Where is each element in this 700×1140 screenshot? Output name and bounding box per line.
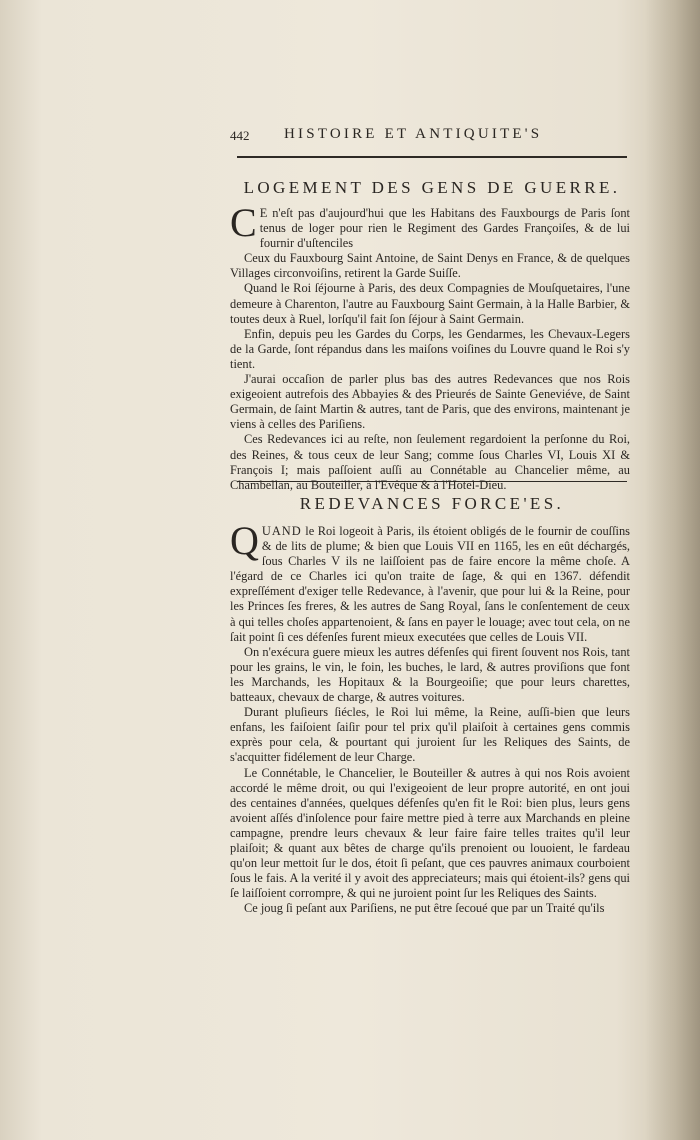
drop-cap: Q <box>230 518 259 563</box>
paragraph-text: E n'eſt pas d'aujourd'hui que les Habitans des Fauxbourgs de Paris ſont tenus de loger pour rien le Regiment des Gardes Françoiſes, & de lui fournir d'uſtenciles <box>259 206 630 251</box>
lead-word: UAND <box>261 524 302 538</box>
paragraph <box>230 200 630 251</box>
running-head <box>230 126 630 148</box>
paragraph: J'aurai occaſion de parler plus bas des autres Redevances que nos Rois exigeoient autrefois des Abbayies & des Prieurés de Sainte Geneviéve, de Saint Germain, de ſaint Martin & autres, tant de Paris, que des environs, maintenant je viens à celles des Pariſiens. <box>230 372 630 432</box>
header-rule <box>237 156 627 158</box>
paragraph: Enfin, depuis peu les Gardes du Corps, les Gendarmes, les Chevaux-Legers de la Garde, ſont répandus dans les maiſons voiſines du Louvre quand le Roi s'y tient. <box>230 326 630 371</box>
page-gutter-shadow <box>645 0 700 1140</box>
drop-cap: C <box>230 200 257 245</box>
section-rule <box>237 481 627 482</box>
section-body-redevances <box>230 518 630 916</box>
paragraph: Ces Redevances ici au reſte, non ſeulement regardoient la perſonne du Roi, des Reines, & tous ceux de leur Sang; comme ſous Charles VI, Louis XI & François I; mais paſſoient auſſi au Connétable au Chancelier même, au Chambellan, au Bouteiller, à l'Evêque & à l'Hotel-Dieu. <box>230 432 630 492</box>
paragraph: Quand le Roi ſéjourne à Paris, des deux Compagnies de Mouſquetaires, l'une demeure à Charenton, l'autre au Fauxbourg Saint Germain, à la Halle Barbier, & toutes deux à Ruel, lorſqu'il fait ſon ſéjour à Saint Germain. <box>230 281 630 326</box>
paragraph: Le Connétable, le Chancelier, le Bouteiller & autres à qui nos Rois avoient accordé le même droit, ou qui l'exigeoient de leur propre autorité, en ont joui des centaines d'années, quelques défenſes qu'en fit le Roi: bien plus, leurs gens avoient aſſés d'inſolence pour faire mettre pied à terre aux Marchands en pleine campagne, prendre leurs chevaux & leur faire faire telles traites qu'il leur plaiſoit; & quant aux bêtes de charge qu'ils prenoient ou louoient, le fardeau qu'on leur mettoit ſur le dos, étoit ſi peſant, que ces pauvres animaux courboient ſous le fais. A la verité il y avoit des appreciateurs; mais qui étoient-ils? gens qui ſe laiſſoient corrompre, & qui ne juroient point ſur les Reliques des Saints. <box>230 765 630 901</box>
paragraph-text: le Roi logeoit à Paris, ils étoient obligés de le fournir de couſſins & de lits de plume; & bien que Louis VII en 1165, les en eût déchargés, ſous Charles V ils ne laiſſoient pas de faire encore la même choſe. A l'égard de ce Charles ici qu'on traite de ſage, & qui en 1367. défendit expreſſément d'exiger telle Redevance, à l'avenir, que pour lui & la Reine, pour les Princes ſes freres, & les autres de Sang Royal, ſans le conſentement de ceux à qui telles choſes appartenoient, & ſans en payer le louage; avec tout cela, on ne ſait point ſi ces défenſes furent mieux executées que celles de Louis VII. <box>230 524 630 644</box>
section-body-logement <box>230 200 630 493</box>
page-number: 442 <box>230 128 250 143</box>
running-title: HISTOIRE ET ANTIQUITE'S <box>284 126 543 142</box>
section-title-redevances: REDEVANCES FORCE'ES. <box>299 494 565 513</box>
paragraph: Durant pluſieurs ſiécles, le Roi lui même, la Reine, auſſi-bien que leurs enfans, les faiſoient ſaiſir pour tel prix qu'il plaiſoit à certaines gens commis exprès pour cela, & pourtant qui juroient ſur les Reliques des Saints, de s'acquitter fidélement de leur Charge. <box>230 705 630 765</box>
paragraph: Ceux du Fauxbourg Saint Antoine, de Saint Denys en France, & de quelques Villages circonvoiſins, retirent la Garde Suiſſe. <box>230 251 630 281</box>
paragraph <box>230 518 630 645</box>
section-title-logement: LOGEMENT DES GENS DE GUERRE. <box>243 178 621 197</box>
paragraph: Ce joug ſi peſant aux Pariſiens, ne put être ſecoué que par un Traité qu'ils <box>244 901 605 916</box>
paragraph: On n'exécura guere mieux les autres défenſes qui firent ſouvent nos Rois, tant pour les grains, le vin, le foin, les buches, le lard, & autres proviſions que font les Marchands, les Hopitaux & la Bourgeoiſie; que pour leurs charettes, batteaux, chevaux de charge, & autres voitures. <box>230 644 630 705</box>
